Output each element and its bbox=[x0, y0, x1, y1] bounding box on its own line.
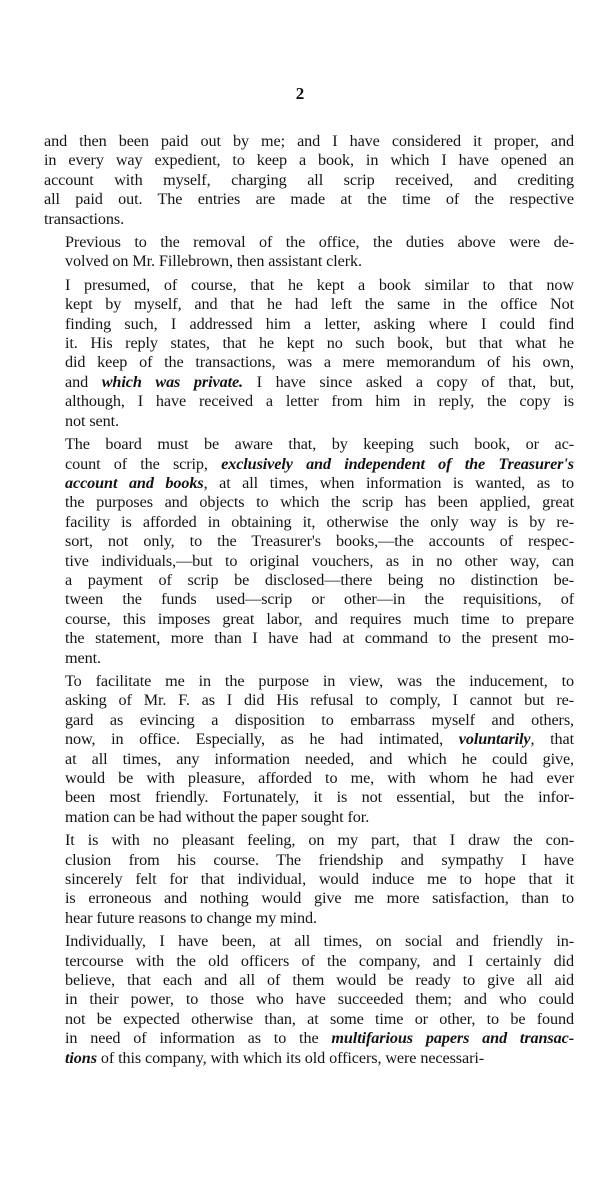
text-line: all paid out. The entries are made at the time of the respective bbox=[44, 190, 574, 209]
text-line: It is with no pleasant feeling, on my part, that I draw the con- bbox=[65, 831, 574, 850]
text-line: gard as evincing a disposition to embarrass myself and others, bbox=[65, 710, 574, 729]
text-line: although, I have received a letter from him in reply, the copy is bbox=[65, 392, 574, 411]
italic-text: account and books bbox=[65, 473, 204, 492]
text-line: not sent. bbox=[65, 411, 119, 430]
text-line: volved on Mr. Fillebrown, then assistant clerk. bbox=[65, 252, 362, 271]
text-line: facility is afforded in obtaining it, otherwise the only way is by re- bbox=[65, 512, 574, 531]
text-line: at all times, any information needed, and which he could give, bbox=[65, 749, 574, 768]
text-line: sort, not only, to the Treasurer's books,—the accounts of respec- bbox=[65, 532, 574, 551]
text-line: To facilitate me in the purpose in view, was the inducement, to bbox=[65, 671, 574, 690]
text-line: sincerely felt for that individual, would induce me to hope that it bbox=[65, 870, 574, 889]
italic-text: which was private. bbox=[101, 372, 244, 391]
text-line: been most friendly. Fortunately, it is not essential, but the infor- bbox=[65, 788, 574, 807]
italic-text: exclusively and independent of the Treasurer's bbox=[221, 454, 574, 473]
text-line: count of the scrip, exclusively and independent of the Treasurer's bbox=[65, 454, 574, 473]
italic-text: voluntarily bbox=[458, 730, 531, 749]
italic-text: multifarious papers and transac- bbox=[331, 1029, 574, 1048]
page-number: 2 bbox=[295, 84, 305, 103]
text-line: is erroneous and nothing would give me more satisfaction, than to bbox=[65, 889, 574, 908]
paragraph bbox=[44, 672, 574, 827]
paragraph bbox=[44, 233, 574, 272]
paragraph bbox=[44, 132, 574, 229]
paragraph bbox=[44, 932, 574, 1068]
text-line: mation can be had without the paper sought for. bbox=[65, 807, 370, 826]
italic-text: tions bbox=[65, 1048, 97, 1067]
text-line: tween the funds used—scrip or other—in the requisitions, of bbox=[65, 590, 574, 609]
text-line: finding such, I addressed him a letter, asking where I could find bbox=[65, 314, 574, 333]
text-line: The board must be aware that, by keeping such book, or ac- bbox=[65, 435, 574, 454]
text-line: in their power, to those who have succeeded them; and who could bbox=[65, 990, 574, 1009]
text-line: course, this imposes great labor, and requires much time to prepare bbox=[65, 609, 574, 628]
text-line: would be with pleasure, afforded to me, with whom he had ever bbox=[65, 769, 574, 787]
text-line: now, in office. Especially, as he had intimated, voluntarily, that bbox=[65, 730, 574, 749]
text-line: not be expected otherwise than, at some time or other, to be found bbox=[65, 1009, 574, 1028]
text-line: ment. bbox=[65, 648, 101, 667]
text-line: transactions. bbox=[44, 209, 125, 228]
text-line: in every way expedient, to keep a book, in which I have opened an bbox=[44, 151, 574, 170]
text-line: account with myself, charging all scrip received, and crediting bbox=[44, 170, 574, 189]
paragraph bbox=[44, 831, 574, 928]
text-line: the statement, more than I have had at command to the present mo- bbox=[65, 629, 574, 648]
body-text bbox=[44, 132, 574, 1068]
text-line: and which was private. I have since asked a copy of that, but, bbox=[65, 372, 574, 391]
text-line: tercourse with the old officers of the company, and I certainly did bbox=[65, 951, 574, 970]
text-line: account and books, at all times, when information is wanted, as to bbox=[65, 473, 574, 492]
paragraph bbox=[44, 276, 574, 431]
text-line: asking of Mr. F. as I did His refusal to comply, I cannot but re- bbox=[65, 691, 574, 710]
text-line: tions of this company, with which its old officers, were necessari- bbox=[65, 1048, 485, 1067]
paragraph bbox=[44, 435, 574, 668]
text-line: I presumed, of course, that he kept a book similar to that now bbox=[65, 275, 574, 294]
text-line: clusion from his course. The friendship and sympathy I have bbox=[65, 850, 574, 869]
text-line: hear future reasons to change my mind. bbox=[65, 908, 317, 927]
text-line: the purposes and objects to which the scrip has been applied, great bbox=[65, 493, 574, 512]
text-line: believe, that each and all of them would be ready to give all aid bbox=[65, 971, 574, 990]
text-line: and then been paid out by me; and I have considered it proper, and bbox=[44, 132, 574, 150]
text-line: it. His reply states, that he kept no such book, but that what he bbox=[65, 334, 574, 353]
text-line: Individually, I have been, at all times, on social and friendly in- bbox=[65, 932, 574, 951]
text-line: Previous to the removal of the office, the duties above were de- bbox=[65, 233, 574, 252]
text-line: kept by myself, and that he had left the same in the office Not bbox=[65, 295, 574, 314]
text-line: tive individuals,—but to original vouchers, as in no other way, can bbox=[65, 551, 574, 570]
text-line: in need of information as to the multifarious papers and transac- bbox=[65, 1029, 574, 1048]
text-line: did keep of the transactions, was a mere memorandum of his own, bbox=[65, 353, 574, 372]
text-line: a payment of scrip be disclosed—there being no distinction be- bbox=[65, 570, 574, 589]
